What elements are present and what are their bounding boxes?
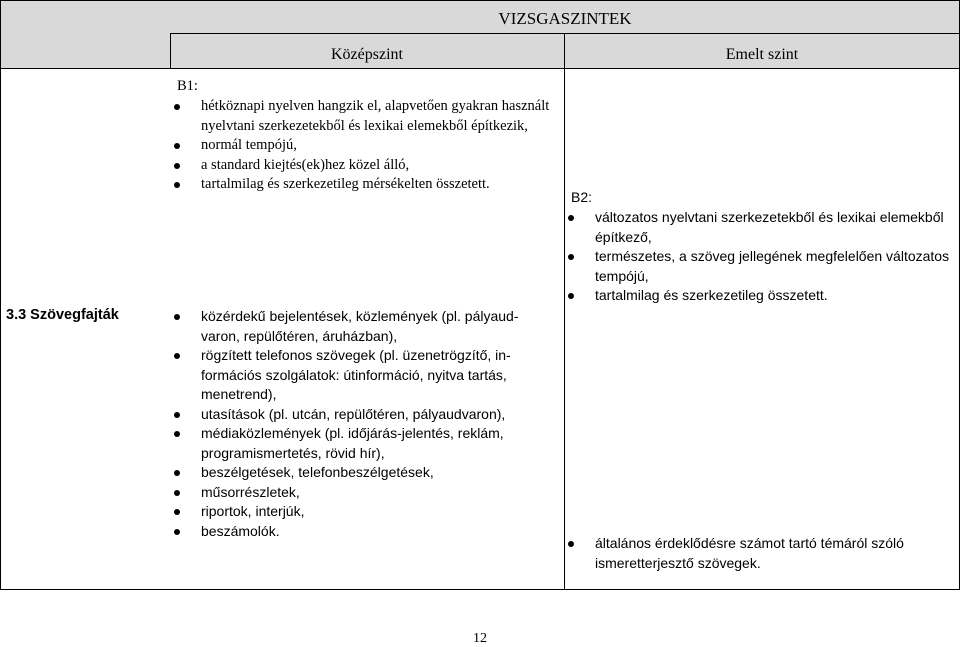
list-item xyxy=(171,156,556,176)
section-title: 3.3 Szövegfajták xyxy=(6,307,119,323)
list-item-text: riportok, interjúk, xyxy=(201,503,305,519)
bullet-icon xyxy=(174,490,180,496)
bullet-icon xyxy=(568,254,574,260)
middle-column-divider xyxy=(564,33,565,590)
header-bottom-border xyxy=(0,68,960,69)
page-title: VIZSGASZINTEK xyxy=(498,9,632,28)
list-item xyxy=(171,522,541,542)
bullet-icon xyxy=(174,509,180,515)
b1-list xyxy=(171,97,556,195)
column-header-emelt-szint: Emelt szint xyxy=(725,46,799,63)
bullet-icon xyxy=(174,143,180,149)
list-item-text: tartalmilag és szerkezetileg mérsékelten összetett. xyxy=(201,176,490,192)
section-right-list xyxy=(565,534,955,573)
b2-label: B2: xyxy=(571,189,593,205)
list-item-text: utasítások (pl. utcán, repülőtéren, pályaudvaron), xyxy=(201,405,506,422)
bullet-icon xyxy=(174,182,180,188)
list-item-text: műsorrészletek, xyxy=(201,483,300,500)
list-item xyxy=(171,424,541,463)
list-item xyxy=(171,405,541,425)
bullet-icon xyxy=(174,529,180,535)
list-item xyxy=(171,346,541,405)
list-item-text: hétköznapi nyelven hangzik el, alapvetően gyakran használt nyelvtani szerkezetekből és lexikai elemekből építkezik, xyxy=(201,98,550,134)
list-item-text: médiaközlemények (pl. időjárás-jelentés, reklám, programismertetés, rövid hír), xyxy=(201,425,504,461)
list-item-text: tartalmilag és szerkezetileg összetett. xyxy=(595,287,828,303)
bullet-icon xyxy=(174,163,180,169)
left-border xyxy=(0,0,1,590)
list-item xyxy=(171,307,541,346)
bullet-icon xyxy=(174,431,180,437)
table-bottom-border xyxy=(0,589,960,590)
list-item-text: közérdekű bejelentések, közlemények (pl. pályaud-varon, repülőtéren, áruházban), xyxy=(201,308,519,344)
list-item-text: általános érdeklődésre számot tartó témáról szóló ismeretterjesztő szövegek. xyxy=(595,535,904,571)
top-border xyxy=(0,0,960,1)
list-item xyxy=(565,208,955,247)
list-item-text: beszámolók. xyxy=(201,522,280,539)
list-item xyxy=(565,286,955,306)
list-item xyxy=(171,136,556,156)
bullet-icon xyxy=(568,215,574,221)
list-item xyxy=(171,175,556,195)
list-item-text: normál tempójú, xyxy=(201,137,297,153)
list-item-text: beszélgetések, telefonbeszélgetések, xyxy=(201,464,434,480)
list-item-text: rögzített telefonos szövegek (pl. üzenetrögzítő, in-formációs szolgálatok: útinformáció, nyitva tartás, menetrend), xyxy=(201,347,511,402)
b1-label: B1: xyxy=(177,78,198,94)
column-header-kozepszint: Középszint xyxy=(331,46,403,63)
page-number: 12 xyxy=(473,631,487,646)
bullet-icon xyxy=(174,314,180,320)
list-item-text: a standard kiejtés(ek)hez közel álló, xyxy=(201,156,410,173)
bullet-icon xyxy=(568,541,574,547)
list-item-text: természetes, a szöveg jellegének megfelelően változatos tempójú, xyxy=(595,248,950,284)
bullet-icon xyxy=(174,353,180,359)
list-item-text: változatos nyelvtani szerkezetekből és lexikai elemekből építkező, xyxy=(595,209,944,245)
b2-list xyxy=(565,208,955,306)
list-item xyxy=(171,502,541,522)
list-item xyxy=(565,534,955,573)
bullet-icon xyxy=(174,412,180,418)
list-item xyxy=(171,483,541,503)
header-divider xyxy=(170,33,960,34)
list-item xyxy=(171,97,556,136)
section-list xyxy=(171,307,541,541)
bullet-icon xyxy=(174,470,180,476)
bullet-icon xyxy=(174,104,180,110)
bullet-icon xyxy=(568,293,574,299)
list-item xyxy=(171,463,541,483)
list-item xyxy=(565,247,955,286)
